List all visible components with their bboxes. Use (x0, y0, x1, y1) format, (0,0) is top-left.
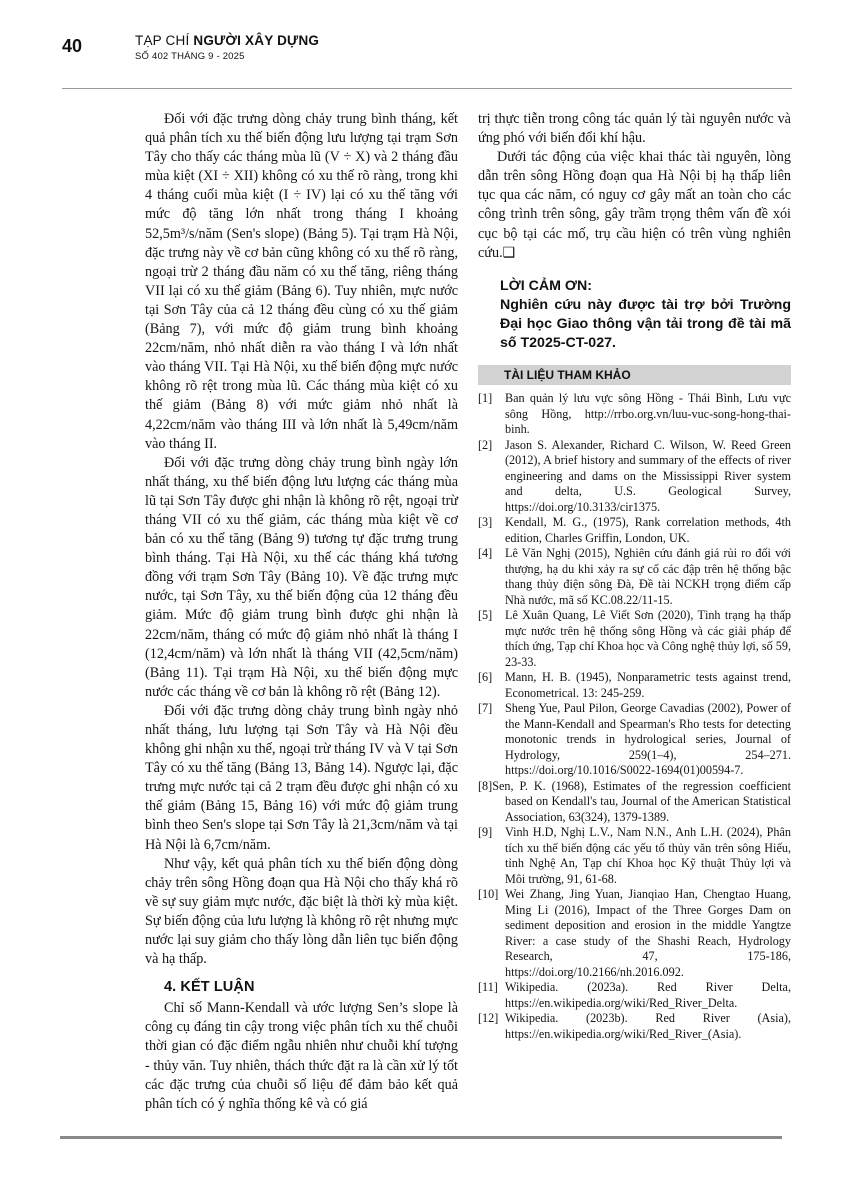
reference-text: Wei Zhang, Jing Yuan, Jianqiao Han, Chengtao Huang, Ming Li (2016), Impact of the Three Gorges Dam on sediment deposition and erosion in the middle Yangtze River: a case study of the Shashi Reach, Hydrology Research, 47, 175-186, https://doi.org/10.2166/nh.2016.092. (505, 887, 791, 979)
reference-item (478, 391, 791, 438)
reference-number: [1] (478, 391, 493, 406)
reference-number: [12] (478, 1011, 499, 1026)
body-paragraph: Như vậy, kết quả phân tích xu thế biến động dòng chảy trên sông Hồng đoạn qua Hà Nội cho thấy khá rõ về sự suy giảm mực nước, đặc biệt là thời kỳ mùa kiệt. Sự biến động của lưu lượng là không rõ rệt nhưng mực nước lại suy giảm cho thấy lòng dẫn liên tục biến động và hạ thấp. (145, 855, 458, 968)
body-paragraph: Đối với đặc trưng dòng chảy trung bình ngày nhỏ nhất tháng, lưu lượng tại Sơn Tây và Hà Nội đều không ghi nhận xu thế, ngoại trừ tháng IV và V tại Sơn Tây có xu thế tăng (Bảng 13, Bảng 14). Ngược lại, đặc trưng mực nước tại cả 2 trạm đều được ghi nhận có xu thế giảm (Bảng 15, Bảng 16) với mức độ giảm trung bình theo Sen's slope tại Sơn Tây là 21,3cm/năm và tại Hà Nội là 6,7cm/năm. (145, 702, 458, 853)
reference-text: Lê Văn Nghị (2015), Nghiên cứu đánh giá rủi ro đối với thượng, hạ du khi xảy ra sự cố các đập trên hệ thống bậc thang thủy điện sông Đà, Đề tài NCKH trọng điểm cấp Nhà nước, mã số KC.08.22/11-15. (505, 546, 791, 607)
body-paragraph: Đối với đặc trưng dòng chảy trung bình tháng, kết quả phân tích xu thế biến động lưu lượng tại trạm Sơn Tây cho thấy các tháng mùa lũ (V ÷ X) và 2 tháng đầu mùa kiệt (XI ÷ XII) không có xu thế rõ ràng, trong khi 4 tháng cuối mùa kiệt (I ÷ IV) lại có xu thế tăng với mức độ tăng lớn nhất trong tháng I khoảng 52,5m³/s/năm (Sen's slope) (Bảng 5). Tại trạm Hà Nội, đặc trưng này về cơ bản cũng không có xu thế rõ ràng, ngoại trừ 2 tháng đầu năm có xu thế tăng, riêng tháng VII lại có xu thế giảm (Bảng 6). Tuy nhiên, mực nước tại Sơn Tây của cả 12 tháng đều cùng có xu thế giảm (Bảng 7), với mức độ giảm trung bình khoảng 22cm/năm, nhỏ nhất diễn ra vào tháng I và lớn nhất vào tháng VII. Tại Hà Nội, xu thế biến động mực nước không rõ rệt trong mùa lũ. Các tháng mùa kiệt có xu thế giảm (Bảng 8) với mức giảm nhỏ nhất là 4,22cm/năm vào tháng III và lớn nhất là 5,49cm/năm vào tháng II. (145, 111, 458, 452)
issue-line: SỐ 402 THÁNG 9 - 2025 (135, 51, 245, 62)
reference-item (478, 887, 791, 980)
reference-item (478, 1011, 791, 1042)
reference-item (478, 438, 791, 516)
acknowledgment-block (478, 277, 791, 353)
reference-item (478, 608, 791, 670)
reference-number: [5] (478, 608, 493, 623)
reference-text: Kendall, M. G., (1975), Rank correlation methods, 4th edition, Charles Griffin, London, UK. (505, 515, 791, 545)
reference-text: Jason S. Alexander, Richard C. Wilson, W. Reed Green (2012), A brief history and summary of the effects of river engineering and dams on the Mississippi River system and delta, U.S. Geological Survey, https://doi.org/10.3133/cir1375. (505, 437, 791, 514)
reference-text: Mann, H. B. (1945), Nonparametric tests against trend, Econometrical. 13: 245-259. (505, 670, 791, 700)
references-header: TÀI LIỆU THAM KHẢO (478, 365, 791, 385)
left-column (145, 110, 458, 1114)
conclusion-paragraph: Chỉ số Mann-Kendall và ước lượng Sen’s slope là công cụ đáng tin cậy trong việc phân tích xu thế chuỗi thời gian có đặc điểm ngẫu nhiên như chuỗi khí tượng - thủy văn. Tuy nhiên, thách thức đặt ra là cần xử lý tốt các đặc trưng của chuỗi số liệu để đảm bảo kết quả phân tích có ý nghĩa thống kê và có giá (145, 1000, 458, 1112)
references-list (478, 391, 791, 1042)
acknowledgment-text: Nghiên cứu này được tài trợ bởi Trường Đại học Giao thông vận tải trong đề tài mã số T2025-CT-027. (500, 296, 791, 352)
reference-number: [8] (478, 778, 493, 793)
reference-text: Lê Xuân Quang, Lê Viết Sơn (2020), Tình trạng hạ thấp mực nước trên hệ thống sông Hồng và các giải pháp để thích ứng, Tạp chí Khoa học và Công nghệ thủy lợi, số 59, 23-33. (505, 608, 791, 669)
reference-item (478, 825, 791, 887)
reference-item (478, 515, 791, 546)
header-rule (62, 88, 792, 89)
footer-rule (60, 1136, 782, 1139)
conclusion-heading: 4. KẾT LUẬN (164, 979, 255, 996)
masthead (135, 33, 319, 62)
reference-item (478, 980, 791, 1011)
body-paragraph: Dưới tác động của việc khai thác tài nguyên, lòng dẫn trên sông Hồng đoạn qua Hà Nội bị hạ thấp liên tục qua các năm, có nguy cơ gây mất an toàn cho các công trình trên sông, gây trầm trọng thêm vấn đề xói cục bộ tại các mố, trụ cầu hiện có trên vùng nghiên cứu.❑ (478, 149, 791, 261)
reference-item (478, 779, 791, 826)
reference-text: Sheng Yue, Paul Pilon, George Cavadias (2002), Power of the Mann-Kendall and Spearman's Rho tests for detecting monotonic trends in hydrological series, Journal of Hydrology, 259(1–4), 254–271. https://doi.org/10.1016/S0022-1694(01)00594-7. (505, 701, 791, 778)
reference-number: [10] (478, 887, 499, 902)
journal-title (135, 33, 319, 48)
journal-title-prefix: TẠP CHÍ (135, 33, 194, 48)
reference-number: [9] (478, 825, 493, 840)
reference-text: Wikipedia. (2023b). Red River (Asia), https://en.wikipedia.org/wiki/Red_River_(Asia). (505, 1011, 791, 1041)
reference-item (478, 701, 791, 779)
reference-item (478, 670, 791, 701)
reference-item (478, 546, 791, 608)
reference-text: Wikipedia. (2023a). Red River Delta, https://en.wikipedia.org/wiki/Red_River_Delta. (505, 980, 791, 1010)
body-columns (145, 110, 791, 1114)
body-paragraph: Đối với đặc trưng dòng chảy trung bình ngày lớn nhất tháng, xu thế biến động lưu lượng các tháng mùa lũ tại Sơn Tây được ghi nhận là không rõ rệt, ngoại trừ tháng VII có xu thế giảm, các tháng mùa kiệt về cơ bản có xu thế tăng (Bảng 9) tương tự đặc trưng trung bình tháng. Tại Hà Nội, xu thế các tháng khá tương đồng với trạm Sơn Tây (Bảng 10). Về đặc trưng mực nước, tại Sơn Tây, xu thế biến động của 12 tháng đều giảm. Mức độ giảm trung bình được ghi nhận là 22cm/năm, tháng có mức độ giảm nhỏ nhất là tháng I (12,4cm/năm) và lớn nhất là tháng VII (42,5cm/năm) (Bảng 11). Tại trạm Hà Nội, xu thế biến động mực nước các tháng về cơ bản là không rõ rệt (Bảng 12). (145, 454, 458, 700)
right-column (478, 110, 791, 1114)
journal-title-name: NGƯỜI XÂY DỰNG (193, 33, 320, 48)
body-paragraph-continuation: trị thực tiễn trong công tác quản lý tài nguyên nước và ứng phó với biến đổi khí hậu. (478, 111, 791, 147)
reference-number: [3] (478, 515, 493, 530)
reference-text: Vinh H.D, Nghị L.V., Nam N.N., Anh L.H. (2024), Phân tích xu thế biến động các yếu tố thủy văn trên sông Hiếu, tỉnh Nghệ An, Tạp chí Khoa học Kỹ thuật Thủy lợi và Môi trường, 91, 61-68. (505, 825, 791, 886)
reference-number: [2] (478, 437, 493, 452)
reference-number: [4] (478, 546, 493, 561)
reference-text: Ban quản lý lưu vực sông Hồng - Thái Bình, Lưu vực sông Hồng, http://rrbo.org.vn/luu-vuc-song-hong-thai-binh. (505, 391, 791, 437)
reference-number: [6] (478, 670, 493, 685)
reference-number: [7] (478, 701, 493, 716)
page-number: 40 (62, 36, 83, 56)
reference-number: [11] (478, 980, 498, 995)
acknowledgment-heading: LỜI CẢM ƠN: (500, 277, 592, 294)
reference-text: Sen, P. K. (1968), Estimates of the regression coefficient based on Kendall's tau, Journal of the American Statistical Association, 63(324), 1379-1389. (492, 778, 791, 824)
